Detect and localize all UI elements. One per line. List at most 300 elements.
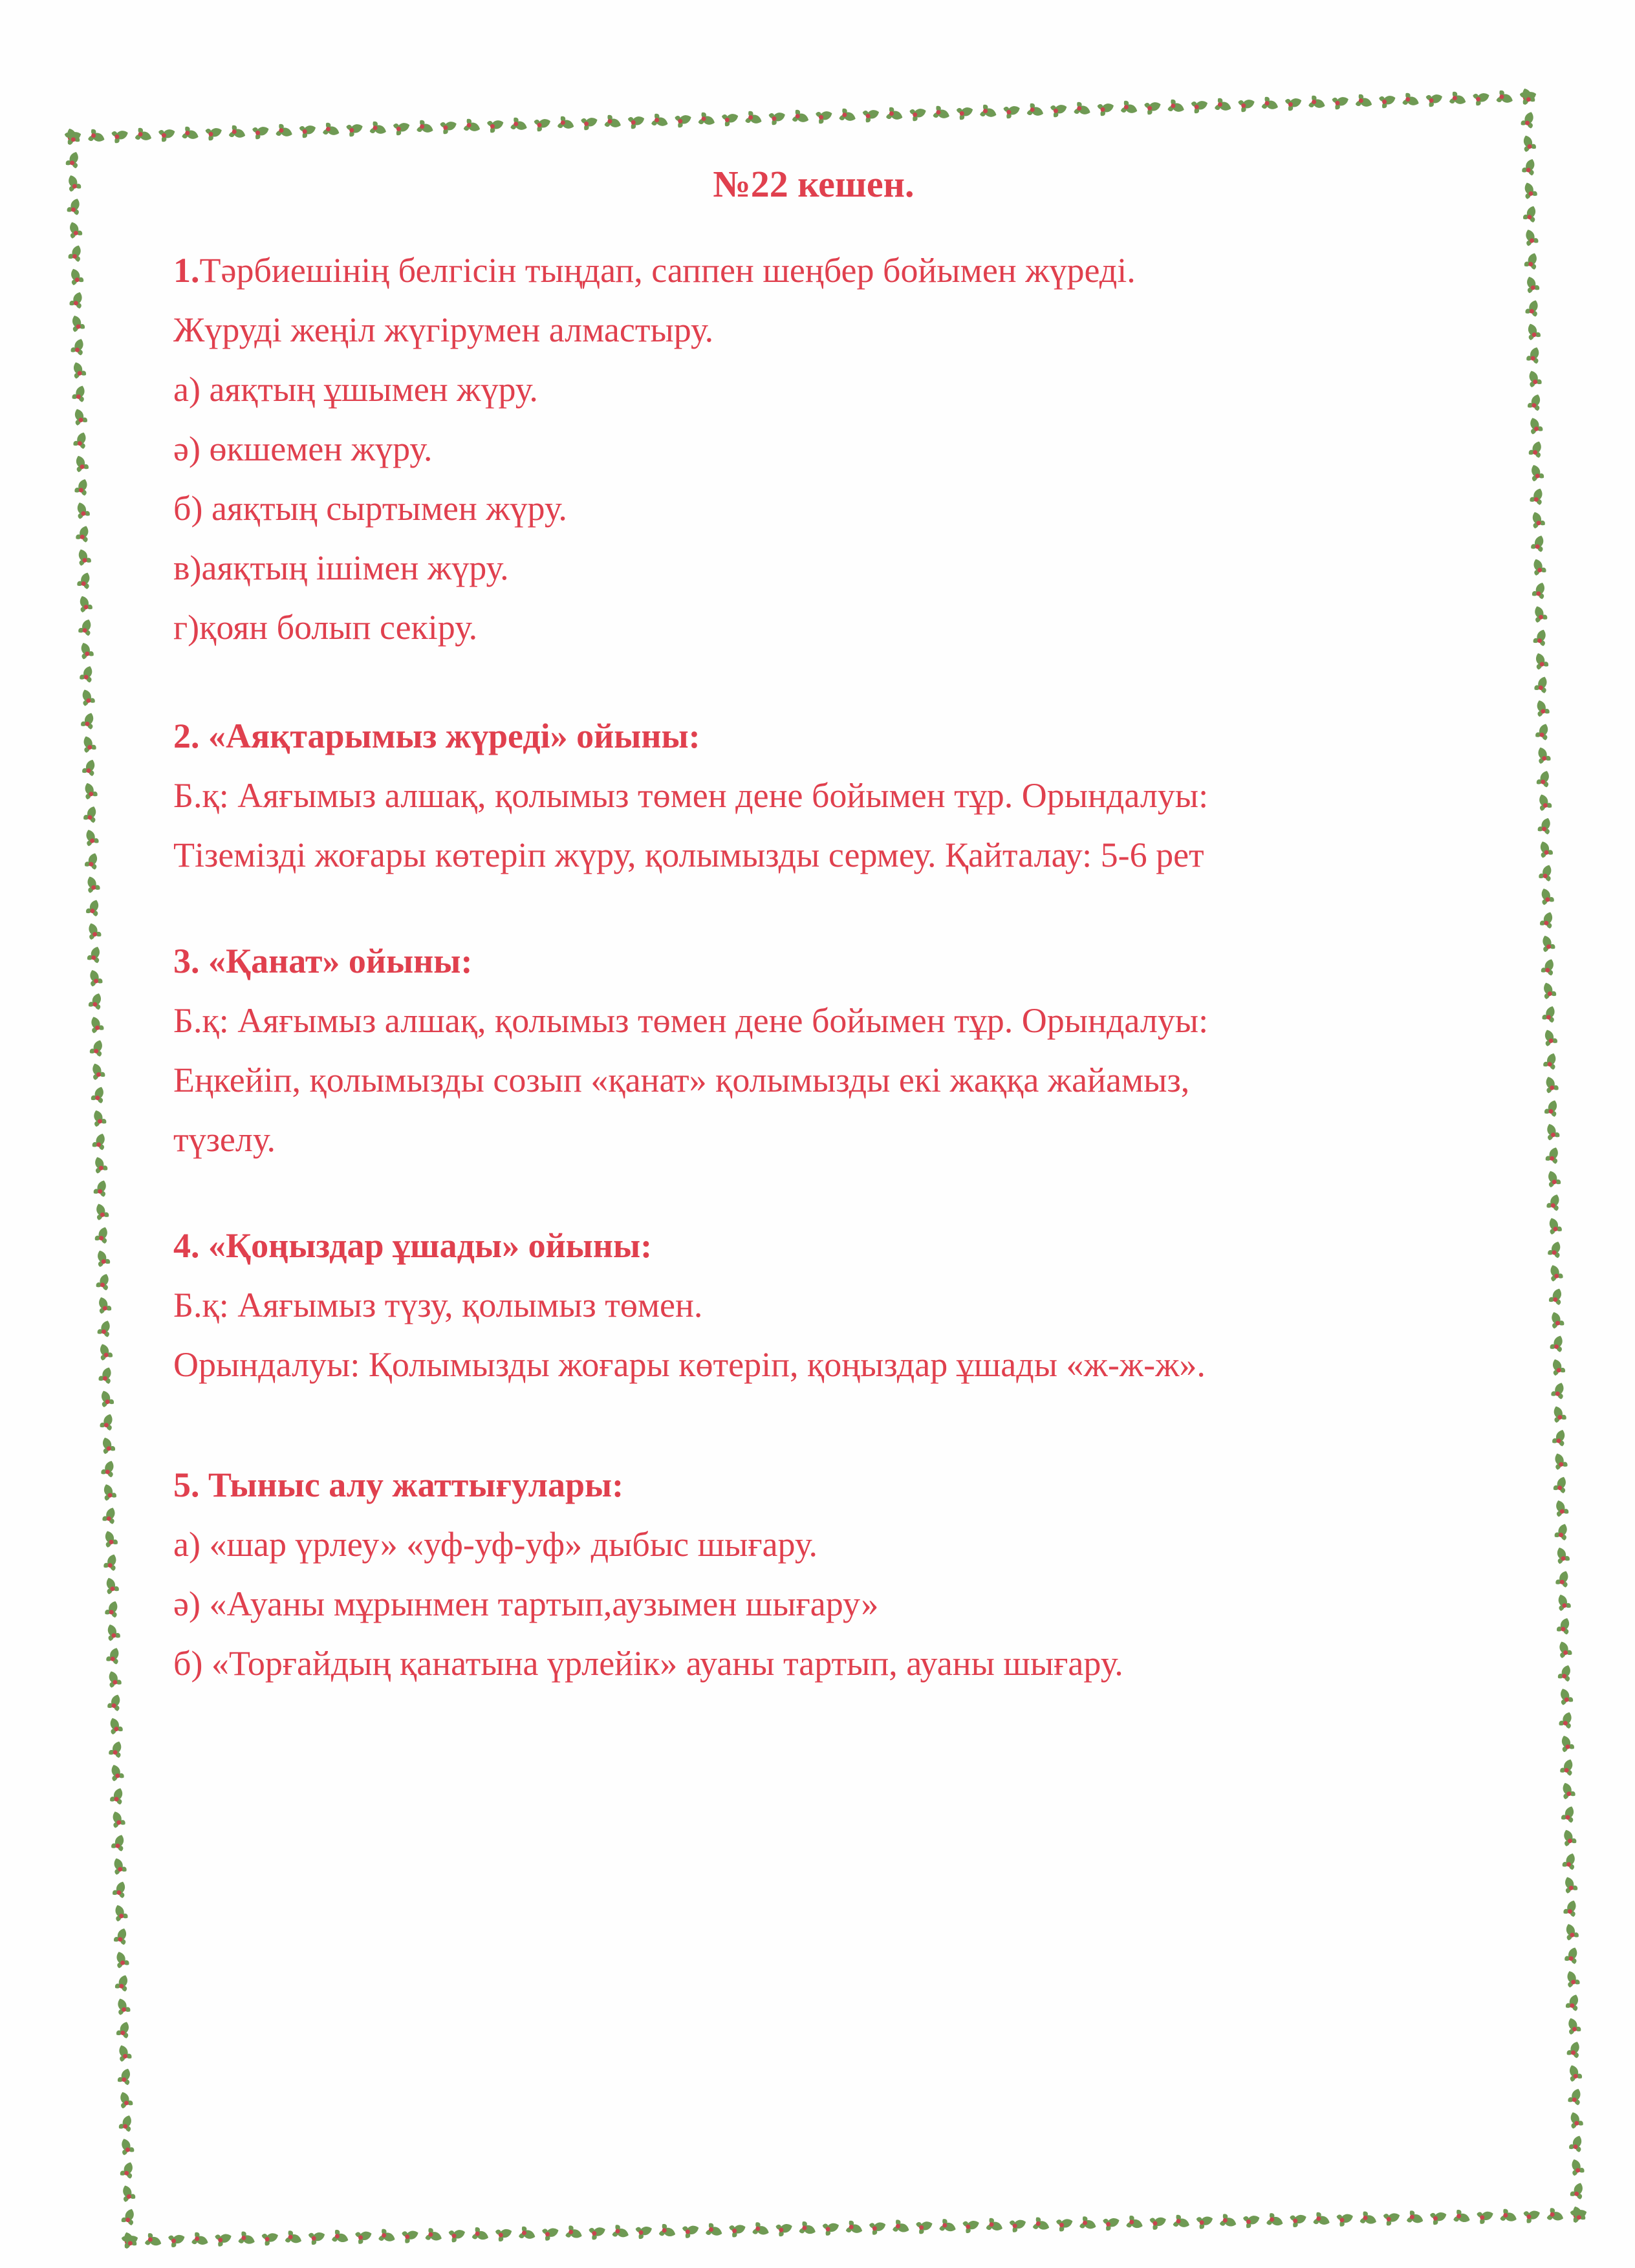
section-4-heading: 4. «Қоңыздар ұшады» ойыны: bbox=[173, 1226, 653, 1265]
holly-leaf-icon bbox=[775, 2220, 794, 2237]
holly-leaf-icon bbox=[1565, 2016, 1581, 2035]
holly-leaf-icon bbox=[92, 1202, 109, 1220]
holly-leaf-icon bbox=[745, 111, 764, 127]
holly-leaf-icon bbox=[1525, 298, 1542, 317]
holly-leaf-icon bbox=[88, 129, 107, 146]
holly-leaf-icon bbox=[1332, 93, 1350, 110]
holly-leaf-icon bbox=[116, 2043, 133, 2062]
holly-leaf-icon bbox=[1453, 2209, 1472, 2226]
holly-leaf-icon bbox=[205, 124, 224, 141]
holly-leaf-icon bbox=[80, 734, 97, 753]
holly-leaf-icon bbox=[1477, 2208, 1495, 2225]
section-1-line-4: ә) өкшемен жүру. bbox=[173, 429, 433, 468]
holly-leaf-icon bbox=[78, 618, 94, 636]
holly-leaf-icon bbox=[698, 112, 717, 129]
holly-leaf-icon bbox=[1570, 2181, 1586, 2199]
holly-leaf-icon bbox=[100, 1459, 117, 1478]
holly-leaf-icon bbox=[1535, 722, 1552, 740]
section-1-line-7: г)қоян болып секіру. bbox=[173, 608, 478, 647]
holly-leaf-icon bbox=[66, 220, 83, 239]
holly-leaf-icon bbox=[76, 594, 93, 613]
holly-leaf-icon bbox=[1553, 1475, 1570, 1494]
holly-leaf-icon bbox=[1313, 2212, 1332, 2229]
holly-leaf-icon bbox=[1215, 98, 1233, 114]
holly-leaf-icon bbox=[103, 1552, 120, 1571]
section-2-line-2: Тіземізді жоғары көтеріп жүру, қолымызды сермеу. Қайталау: 5-6 рет bbox=[173, 836, 1204, 874]
holly-leaf-icon bbox=[1238, 96, 1257, 113]
holly-leaf-icon bbox=[98, 1365, 115, 1384]
holly-leaf-icon bbox=[369, 121, 388, 138]
holly-leaf-icon bbox=[909, 105, 928, 122]
holly-leaf-icon bbox=[1173, 2214, 1191, 2231]
holly-leaf-icon bbox=[111, 1856, 127, 1875]
holly-leaf-icon bbox=[109, 1809, 126, 1828]
holly-leaf-icon bbox=[1120, 100, 1139, 117]
holly-leaf-icon bbox=[103, 1576, 120, 1595]
holly-leaf-icon bbox=[862, 106, 881, 123]
holly-leaf-icon bbox=[1533, 698, 1550, 717]
holly-leaf-icon bbox=[939, 2218, 958, 2235]
holly-leaf-icon bbox=[70, 360, 87, 379]
holly-leaf-icon bbox=[1548, 1286, 1565, 1305]
holly-leaf-icon bbox=[1568, 2157, 1585, 2176]
holly-leaf-icon bbox=[1521, 180, 1538, 199]
holly-leaf-icon bbox=[1552, 1428, 1568, 1447]
section-5-line-1: а) «шар үрлеу» «уф-уф-уф» дыбыс шығару. bbox=[173, 1525, 817, 1564]
holly-leaf-icon bbox=[1542, 1004, 1559, 1023]
section-4-line-2: Орындалуы: Қолымызды жоғары көтеріп, қоңыздар ұшады «ж-ж-ж». bbox=[173, 1345, 1206, 1384]
holly-leaf-icon bbox=[1552, 1498, 1569, 1517]
holly-leaf-icon bbox=[378, 2229, 397, 2245]
holly-leaf-icon bbox=[1529, 486, 1546, 505]
holly-leaf-icon bbox=[425, 2227, 444, 2244]
holly-leaf-icon bbox=[1526, 345, 1543, 364]
holly-leaf-icon bbox=[108, 1763, 125, 1782]
holly-leaf-icon bbox=[80, 711, 97, 729]
holly-leaf-icon bbox=[1167, 99, 1186, 116]
section-3-line-2: Еңкейіп, қолымызды созып «қанат» қолымызды екі жаққа жайамыз, bbox=[173, 1061, 1190, 1099]
holly-leaf-icon bbox=[88, 1015, 105, 1033]
holly-leaf-icon bbox=[1562, 1852, 1579, 1870]
holly-leaf-icon bbox=[72, 454, 89, 473]
holly-leaf-icon bbox=[1191, 97, 1209, 114]
holly-border-right bbox=[1519, 87, 1586, 2223]
holly-leaf-icon bbox=[886, 107, 905, 124]
holly-leaf-icon bbox=[116, 2090, 133, 2109]
holly-leaf-icon bbox=[74, 501, 91, 519]
holly-leaf-icon bbox=[299, 122, 318, 138]
holly-leaf-icon bbox=[1546, 1216, 1563, 1235]
holly-leaf-icon bbox=[1522, 228, 1539, 246]
holly-leaf-icon bbox=[85, 922, 102, 940]
document-title: №22 кешен. bbox=[713, 163, 915, 205]
section-3-heading: 3. «Қанат» ойыны: bbox=[173, 942, 473, 980]
holly-leaf-icon bbox=[191, 2232, 210, 2249]
holly-leaf-icon bbox=[74, 477, 91, 496]
holly-leaf-icon bbox=[308, 2229, 327, 2245]
holly-leaf-icon bbox=[1196, 2213, 1215, 2230]
holly-leaf-icon bbox=[627, 113, 646, 129]
holly-leaf-icon bbox=[112, 1903, 129, 1922]
holly-leaf-icon bbox=[417, 120, 435, 136]
holly-leaf-icon bbox=[346, 120, 365, 137]
holly-leaf-icon bbox=[1074, 102, 1092, 118]
holly-leaf-icon bbox=[79, 664, 96, 683]
holly-leaf-icon bbox=[72, 431, 89, 449]
holly-border-left bbox=[63, 127, 137, 2249]
holly-leaf-icon bbox=[1561, 1804, 1577, 1823]
holly-leaf-icon bbox=[1473, 89, 1491, 106]
holly-leaf-icon bbox=[228, 125, 247, 142]
holly-leaf-icon bbox=[85, 898, 102, 916]
holly-leaf-icon bbox=[89, 1038, 106, 1057]
holly-leaf-icon bbox=[95, 1295, 112, 1314]
holly-leaf-icon bbox=[1556, 1616, 1573, 1635]
holly-leaf-icon bbox=[986, 2218, 1004, 2234]
holly-leaf-icon bbox=[67, 197, 83, 215]
holly-leaf-icon bbox=[67, 267, 84, 286]
holly-leaf-icon bbox=[1406, 2210, 1425, 2227]
holly-leaf-icon bbox=[1524, 322, 1541, 341]
holly-leaf-icon bbox=[956, 103, 975, 120]
holly-leaf-icon bbox=[117, 2067, 134, 2086]
holly-leaf-icon bbox=[1524, 251, 1541, 270]
holly-leaf-icon bbox=[1557, 1687, 1574, 1705]
holly-leaf-icon bbox=[1568, 2133, 1585, 2152]
holly-leaf-icon bbox=[1003, 102, 1022, 119]
holly-leaf-icon bbox=[84, 874, 101, 893]
section-3-line-1: Б.қ: Аяғымыз алшақ, қолымыз төмен дене бойымен тұр. Орындалуы: bbox=[173, 1001, 1209, 1040]
holly-leaf-icon bbox=[118, 2113, 135, 2132]
holly-leaf-icon bbox=[1537, 816, 1554, 835]
holly-leaf-icon bbox=[120, 2160, 136, 2179]
holly-leaf-icon bbox=[1523, 2207, 1542, 2224]
holly-leaf-icon bbox=[1529, 510, 1546, 529]
holly-leaf-icon bbox=[89, 1061, 105, 1080]
holly-leaf-icon bbox=[542, 2225, 561, 2241]
holly-leaf-icon bbox=[113, 1950, 130, 1969]
holly-leaf-icon bbox=[1558, 1734, 1575, 1753]
holly-leaf-icon bbox=[729, 2221, 748, 2238]
holly-leaf-icon bbox=[252, 123, 271, 140]
holly-leaf-icon bbox=[768, 109, 787, 125]
holly-leaf-icon bbox=[108, 1740, 125, 1758]
holly-leaf-icon bbox=[1547, 1240, 1564, 1258]
holly-leaf-icon bbox=[1538, 863, 1555, 881]
holly-leaf-icon bbox=[980, 104, 999, 121]
holly-leaf-icon bbox=[1449, 91, 1467, 108]
holly-leaf-icon bbox=[75, 524, 92, 543]
section-5-line-3: б) «Торғайдың қанатына үрлейік» ауаны тартып, ауаны шығару. bbox=[173, 1644, 1123, 1683]
section-5 bbox=[173, 1455, 1493, 1693]
holly-leaf-icon bbox=[1548, 1310, 1565, 1329]
holly-leaf-icon bbox=[107, 1716, 124, 1734]
holly-leaf-icon bbox=[79, 687, 96, 706]
holly-leaf-icon bbox=[752, 2221, 771, 2238]
holly-leaf-icon bbox=[1379, 92, 1398, 109]
holly-leaf-icon bbox=[81, 781, 98, 800]
holly-leaf-icon bbox=[933, 105, 951, 122]
holly-leaf-icon bbox=[675, 111, 693, 128]
holly-leaf-icon bbox=[1521, 157, 1538, 176]
holly-leaf-icon bbox=[962, 2217, 981, 2234]
holly-leaf-icon bbox=[98, 1388, 114, 1407]
holly-leaf-icon bbox=[1564, 1945, 1581, 1964]
section-1-line-6: в)аяқтың ішімен жүру. bbox=[173, 548, 509, 587]
holly-leaf-icon bbox=[112, 1879, 129, 1898]
holly-leaf-icon bbox=[158, 125, 177, 142]
holly-leaf-icon bbox=[1560, 1828, 1577, 1846]
holly-leaf-icon bbox=[1547, 1263, 1564, 1282]
holly-leaf-icon bbox=[1554, 1546, 1570, 1564]
holly-leaf-icon bbox=[1530, 557, 1547, 576]
holly-leaf-icon bbox=[1531, 604, 1548, 623]
holly-leaf-icon bbox=[87, 945, 103, 964]
holly-leaf-icon bbox=[487, 116, 506, 133]
holly-leaf-icon bbox=[1567, 2110, 1584, 2129]
section-1-number: 1. bbox=[173, 251, 200, 290]
holly-leaf-icon bbox=[238, 2231, 257, 2248]
holly-leaf-icon bbox=[100, 1482, 117, 1501]
holly-leaf-icon bbox=[105, 1669, 122, 1688]
holly-leaf-icon bbox=[88, 991, 105, 1010]
holly-leaf-icon bbox=[893, 2219, 911, 2236]
holly-leaf-icon bbox=[1559, 1757, 1576, 1776]
holly-leaf-icon bbox=[1336, 2210, 1355, 2227]
holly-leaf-icon bbox=[581, 114, 600, 131]
holly-leaf-icon bbox=[97, 1319, 114, 1337]
holly-leaf-icon bbox=[1097, 100, 1116, 116]
holly-leaf-icon bbox=[1539, 934, 1556, 953]
holly-leaf-icon bbox=[1564, 1969, 1581, 1988]
holly-leaf-icon bbox=[1563, 1899, 1579, 1917]
holly-leaf-icon bbox=[65, 173, 81, 192]
holly-leaf-icon bbox=[393, 119, 411, 136]
holly-leaf-icon bbox=[471, 2227, 490, 2243]
holly-leaf-icon bbox=[1430, 2209, 1449, 2225]
holly-border-top bbox=[64, 88, 1538, 145]
holly-leaf-icon bbox=[1009, 2216, 1028, 2233]
holly-leaf-icon bbox=[1550, 1334, 1566, 1352]
holly-leaf-icon bbox=[105, 1646, 122, 1665]
holly-leaf-icon bbox=[402, 2227, 420, 2244]
holly-leaf-icon bbox=[1532, 581, 1548, 599]
holly-leaf-icon bbox=[1032, 2217, 1051, 2234]
holly-leaf-icon bbox=[612, 2224, 631, 2241]
holly-leaf-icon bbox=[1535, 746, 1552, 764]
holly-leaf-icon bbox=[1543, 1075, 1559, 1094]
section-2-line-1: Б.қ: Аяғымыз алшақ, қолымыз төмен дене бойымен тұр. Орындалуы: bbox=[173, 776, 1209, 815]
holly-leaf-icon bbox=[87, 968, 103, 987]
holly-leaf-icon bbox=[1546, 1193, 1563, 1211]
holly-leaf-icon bbox=[69, 314, 85, 332]
holly-leaf-icon bbox=[276, 124, 294, 140]
holly-leaf-icon bbox=[1527, 393, 1544, 411]
holly-leaf-icon bbox=[100, 1412, 116, 1431]
holly-leaf-icon bbox=[1563, 1922, 1579, 1941]
holly-leaf-icon bbox=[76, 570, 93, 589]
holly-leaf-icon bbox=[682, 2222, 700, 2239]
holly-leaf-icon bbox=[1425, 91, 1444, 107]
holly-leaf-icon bbox=[109, 1786, 126, 1805]
holly-leaf-icon bbox=[1144, 98, 1163, 115]
holly-leaf-icon bbox=[92, 1132, 109, 1150]
holly-leaf-icon bbox=[845, 2220, 864, 2237]
holly-leaf-icon bbox=[1149, 2214, 1168, 2230]
holly-leaf-icon bbox=[816, 107, 834, 124]
holly-leaf-icon bbox=[81, 758, 98, 777]
holly-leaf-icon bbox=[1522, 204, 1539, 223]
holly-leaf-icon bbox=[604, 114, 623, 131]
holly-leaf-icon bbox=[651, 113, 670, 130]
section-4 bbox=[173, 1216, 1493, 1394]
holly-leaf-icon bbox=[1555, 1569, 1572, 1588]
holly-leaf-icon bbox=[285, 2230, 303, 2247]
holly-leaf-icon bbox=[215, 2230, 233, 2247]
section-1-line-3: а) аяқтың ұшымен жүру. bbox=[173, 370, 538, 409]
holly-leaf-icon bbox=[799, 2221, 817, 2238]
holly-leaf-icon bbox=[1528, 439, 1545, 458]
holly-leaf-icon bbox=[495, 2225, 514, 2242]
holly-leaf-icon bbox=[1050, 101, 1069, 118]
holly-leaf-icon bbox=[1538, 887, 1555, 905]
holly-leaf-icon bbox=[1520, 133, 1537, 152]
holly-leaf-icon bbox=[1523, 275, 1540, 294]
section-2 bbox=[173, 706, 1493, 885]
holly-leaf-icon bbox=[869, 2219, 887, 2236]
holly-leaf-icon bbox=[144, 2232, 163, 2249]
holly-leaf-icon bbox=[83, 805, 100, 823]
holly-leaf-icon bbox=[71, 407, 88, 426]
holly-leaf-icon bbox=[1539, 910, 1556, 929]
holly-leaf-icon bbox=[1079, 2216, 1098, 2232]
holly-leaf-icon bbox=[96, 1342, 113, 1361]
holly-leaf-icon bbox=[1543, 1122, 1560, 1141]
holly-leaf-icon bbox=[355, 2228, 374, 2245]
section-1-line-1: 1.Тәрбиешінің белгісін тыңдап, саппен шеңбер бойымен жүреді. bbox=[173, 251, 1136, 290]
holly-leaf-icon bbox=[168, 2231, 187, 2248]
holly-leaf-icon bbox=[440, 118, 459, 135]
holly-leaf-icon bbox=[1500, 2209, 1519, 2225]
holly-leaf-icon bbox=[111, 1833, 127, 1852]
holly-leaf-icon bbox=[65, 150, 82, 169]
holly-leaf-icon bbox=[1308, 95, 1327, 112]
holly-leaf-icon bbox=[589, 2223, 607, 2240]
holly-leaf-icon bbox=[1565, 1993, 1582, 2011]
holly-leaf-icon bbox=[1552, 1451, 1568, 1470]
holly-leaf-icon bbox=[332, 2229, 351, 2246]
holly-leaf-icon bbox=[70, 337, 87, 356]
holly-leaf-icon bbox=[1541, 1028, 1558, 1046]
holly-leaf-icon bbox=[119, 2183, 136, 2202]
holly-leaf-icon bbox=[1530, 534, 1547, 552]
holly-leaf-icon bbox=[1567, 2087, 1584, 2106]
holly-leaf-icon bbox=[323, 122, 341, 139]
holly-leaf-icon bbox=[96, 1272, 113, 1291]
holly-leaf-icon bbox=[91, 1085, 107, 1104]
holly-leaf-icon bbox=[1521, 110, 1537, 129]
holly-border-bottom bbox=[121, 2206, 1588, 2249]
holly-leaf-icon bbox=[1536, 769, 1553, 788]
holly-leaf-icon bbox=[1566, 2040, 1583, 2058]
holly-leaf-icon bbox=[1559, 1781, 1576, 1800]
section-1 bbox=[173, 241, 1493, 657]
holly-leaf-icon bbox=[1383, 2210, 1402, 2227]
holly-leaf-icon bbox=[519, 2226, 537, 2243]
section-5-heading: 5. Тыныс алу жаттығулары: bbox=[173, 1465, 624, 1504]
holly-leaf-icon bbox=[510, 117, 529, 134]
holly-leaf-icon bbox=[1243, 2212, 1262, 2229]
holly-leaf-icon bbox=[1544, 1098, 1561, 1117]
holly-leaf-icon bbox=[1056, 2216, 1075, 2232]
holly-leaf-icon bbox=[1549, 1357, 1566, 1376]
holly-leaf-icon bbox=[68, 243, 85, 262]
holly-leaf-icon bbox=[1537, 839, 1554, 858]
section-3-line-3: түзелу. bbox=[173, 1120, 276, 1159]
section-4-line-1: Б.қ: Аяғымыз түзу, қолымыз төмен. bbox=[173, 1286, 703, 1324]
holly-leaf-icon bbox=[1528, 463, 1544, 482]
holly-leaf-icon bbox=[93, 1178, 110, 1197]
holly-leaf-icon bbox=[78, 641, 94, 660]
holly-leaf-icon bbox=[1219, 2213, 1238, 2230]
holly-leaf-icon bbox=[1556, 1639, 1573, 1658]
holly-leaf-icon bbox=[94, 1249, 111, 1268]
holly-leaf-icon bbox=[463, 118, 482, 135]
holly-leaf-icon bbox=[916, 2218, 935, 2234]
holly-leaf-icon bbox=[107, 1692, 124, 1711]
holly-leaf-icon bbox=[1541, 957, 1557, 976]
holly-leaf-icon bbox=[1284, 94, 1303, 111]
holly-leaf-icon bbox=[114, 1996, 131, 2015]
holly-leaf-icon bbox=[1266, 2212, 1285, 2229]
holly-leaf-icon bbox=[839, 108, 858, 125]
holly-leaf-icon bbox=[1359, 2211, 1378, 2228]
holly-leaf-icon bbox=[1554, 1522, 1571, 1540]
holly-leaf-icon bbox=[1126, 2215, 1145, 2232]
holly-leaf-icon bbox=[182, 126, 200, 143]
holly-leaf-icon bbox=[1566, 2063, 1583, 2082]
holly-leaf-icon bbox=[83, 828, 100, 847]
holly-leaf-icon bbox=[635, 2223, 654, 2240]
holly-leaf-icon bbox=[1555, 1593, 1572, 1612]
holly-leaf-icon bbox=[1533, 628, 1550, 647]
holly-leaf-icon bbox=[104, 1599, 121, 1618]
holly-leaf-icon bbox=[1561, 1875, 1578, 1894]
holly-leaf-icon bbox=[1559, 1710, 1575, 1729]
holly-leaf-icon bbox=[1535, 792, 1552, 811]
holly-leaf-icon bbox=[1557, 1663, 1574, 1682]
holly-leaf-icon bbox=[84, 851, 101, 870]
holly-leaf-icon bbox=[99, 1436, 116, 1454]
holly-leaf-icon bbox=[565, 2225, 584, 2241]
holly-leaf-icon bbox=[1540, 980, 1557, 999]
holly-leaf-icon bbox=[90, 1108, 107, 1127]
holly-leaf-icon bbox=[1543, 1052, 1559, 1070]
holly-leaf-icon bbox=[1496, 90, 1515, 107]
holly-leaf-icon bbox=[1533, 675, 1550, 693]
holly-leaf-icon bbox=[1550, 1381, 1567, 1399]
holly-leaf-icon bbox=[1526, 416, 1543, 435]
holly-leaf-icon bbox=[1545, 1145, 1562, 1164]
holly-leaf-icon bbox=[1526, 369, 1543, 387]
section-3 bbox=[173, 931, 1493, 1169]
holly-leaf-icon bbox=[72, 383, 89, 402]
section-1-line-2: Жүруді жеңіл жүгірумен алмастыру. bbox=[173, 310, 714, 349]
holly-leaf-icon bbox=[102, 1506, 118, 1524]
holly-leaf-icon bbox=[658, 2223, 677, 2240]
holly-leaf-icon bbox=[121, 2207, 138, 2226]
holly-leaf-icon bbox=[792, 109, 810, 126]
